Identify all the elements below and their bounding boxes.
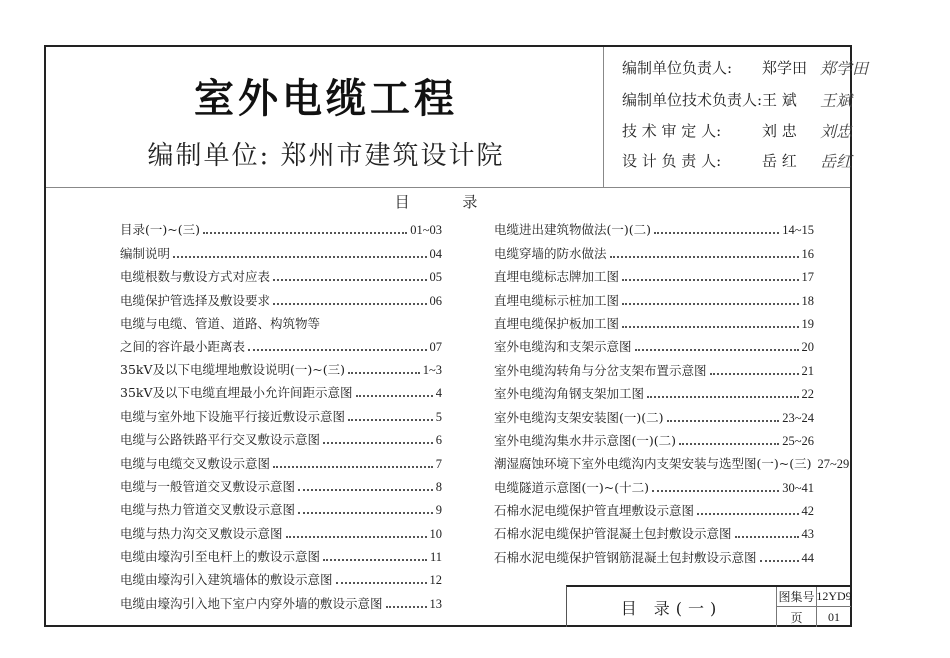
entry-label: 电缆由壕沟引至电杆上的敷设示意图	[120, 549, 321, 565]
entry-label: 电缆与公路铁路平行交叉敷设示意图	[120, 432, 321, 448]
leader-dots	[173, 256, 426, 258]
entry-page: 18	[801, 293, 814, 308]
toc-entry	[494, 262, 814, 285]
leader-dots	[622, 326, 798, 328]
toc-entry	[120, 588, 442, 611]
leader-dots	[286, 536, 427, 538]
role-label: 设 计 负 责 人:	[622, 151, 722, 170]
toc-right-column	[494, 215, 850, 566]
leader-dots	[610, 256, 799, 258]
toc-entry	[494, 355, 814, 378]
signature-box	[603, 47, 869, 187]
entry-label: 直埋电缆标志牌加工图	[494, 269, 620, 285]
entry-label: 室外电缆沟和支架示意图	[494, 339, 632, 355]
toc-entry	[494, 332, 814, 355]
toc-entry	[494, 472, 814, 495]
compiling-unit: 编制单位: 郑州市建筑设计院	[147, 141, 505, 171]
leader-dots	[336, 582, 427, 584]
leader-dots	[248, 349, 426, 351]
handwritten-signature: 刘忠	[820, 121, 853, 141]
entry-label: 电缆与电缆交叉敷设示意图	[120, 455, 271, 471]
handwritten-signature: 郑学田	[820, 58, 869, 78]
entry-page: 07	[429, 339, 442, 354]
role-label: 编制单位负责人:	[622, 58, 733, 77]
leader-dots	[679, 443, 779, 445]
entry-page: 22	[801, 387, 814, 402]
entry-label: 电缆根数与敷设方式对应表	[120, 269, 271, 285]
toc-entry	[120, 472, 442, 495]
leader-dots	[203, 232, 407, 234]
leader-dots	[348, 419, 433, 421]
toc-entry	[120, 425, 442, 448]
entry-page: 12	[429, 573, 442, 588]
signature-row	[622, 87, 852, 111]
entry-label: 石棉水泥电缆保护管钢筋混凝土包封敷设示意图	[494, 549, 757, 565]
entry-page: 17	[801, 270, 814, 285]
title-block	[566, 585, 852, 627]
toc-heading: 目 录	[394, 193, 502, 211]
entry-label: 电缆保护管选择及敷设要求	[120, 292, 271, 308]
toc-entry	[494, 402, 814, 425]
toc-entry	[120, 378, 442, 401]
entry-label: 电缆由壕沟引入建筑墙体的敷设示意图	[120, 572, 333, 588]
entry-label: 电缆与热力沟交叉敷设示意图	[120, 525, 283, 541]
toc-entry	[120, 262, 442, 285]
entry-page: 30~41	[782, 480, 814, 495]
toc-entry	[494, 309, 814, 332]
leader-dots	[622, 303, 798, 305]
sheet-name: 目 录(一)	[567, 587, 777, 627]
leader-dots	[356, 395, 433, 397]
leader-dots	[298, 489, 433, 491]
entry-page: 7	[435, 456, 442, 471]
person-name: 王 斌	[762, 90, 797, 109]
entry-page: 06	[429, 293, 442, 308]
toc-entry	[120, 565, 442, 588]
entry-page: 5	[435, 409, 442, 424]
entry-page: 1~3	[422, 362, 442, 377]
person-name: 刘 忠	[762, 121, 797, 140]
entry-page: 20	[801, 340, 814, 355]
toc-entry	[494, 496, 814, 519]
entry-page: 25~26	[782, 433, 814, 448]
leader-dots	[647, 396, 798, 398]
toc-entry	[120, 215, 442, 238]
entry-label: 电缆与室外地下设施平行接近敷设示意图	[120, 408, 346, 424]
leader-dots	[323, 442, 433, 444]
toc-entry	[120, 309, 442, 355]
atlas-number-label: 图集号	[777, 587, 817, 607]
toc-entry	[120, 495, 442, 518]
entry-page: 8	[435, 479, 442, 494]
toc-entry	[494, 379, 814, 402]
toc-entry	[494, 285, 814, 308]
toc-entry	[120, 448, 442, 471]
toc-entry	[120, 238, 442, 261]
leader-dots	[710, 373, 799, 375]
leader-dots	[622, 279, 798, 281]
entry-label: 室外电缆沟支架安装图(一)(二)	[494, 409, 664, 425]
handwritten-signature: 岳红	[820, 151, 853, 171]
page-label: 页	[777, 607, 817, 627]
entry-page: 01~03	[410, 223, 442, 238]
toc-entry	[494, 426, 814, 449]
leader-dots	[667, 420, 780, 422]
entry-page: 4	[435, 386, 442, 401]
toc-entry	[120, 542, 442, 565]
entry-page: 10	[429, 526, 442, 541]
entry-label: 室外电缆沟集水井示意图(一)(二)	[494, 432, 677, 448]
entry-label: 35kV及以下电缆直埋最小允许间距示意图	[120, 385, 353, 401]
leader-dots	[697, 513, 798, 515]
leader-dots	[735, 536, 799, 538]
toc-entry	[494, 238, 814, 261]
atlas-number: 12YD9	[817, 587, 851, 607]
entry-page: 21	[801, 363, 814, 378]
leader-dots	[273, 303, 426, 305]
leader-dots	[760, 560, 799, 562]
entry-label: 编制说明	[120, 245, 171, 261]
entry-page: 13	[429, 596, 442, 611]
entry-label: 电缆与热力管道交叉敷设示意图	[120, 502, 296, 518]
entry-label: 石棉水泥电缆保护管直埋敷设示意图	[494, 503, 695, 519]
handwritten-signature: 王斌	[820, 90, 853, 110]
entry-page: 42	[801, 504, 814, 519]
entry-page: 27~29	[817, 457, 850, 472]
toc-entry	[494, 519, 814, 542]
entry-label: 石棉水泥电缆保护管混凝土包封敷设示意图	[494, 526, 732, 542]
entry-label: 35kV及以下电缆埋地敷设说明(一)~(三)	[120, 361, 345, 377]
entry-label: 电缆与一般管道交叉敷设示意图	[120, 478, 296, 494]
entry-label: 电缆进出建筑物做法(一)(二)	[494, 222, 652, 238]
entry-page: 14~15	[782, 223, 814, 238]
toc-entry	[120, 518, 442, 541]
entry-page: 04	[429, 246, 442, 261]
entry-page: 44	[801, 550, 814, 565]
signature-row	[622, 118, 852, 142]
entry-label: 电缆隧道示意图(一)~(十二)	[494, 479, 649, 495]
entry-page: 23~24	[782, 410, 814, 425]
entry-label: 直埋电缆保护板加工图	[494, 315, 620, 331]
entry-label: 室外电缆沟转角与分岔支架布置示意图	[494, 362, 707, 378]
entry-label: 电缆由壕沟引入地下室户内穿外墙的敷设示意图	[120, 595, 383, 611]
toc-entry	[494, 449, 850, 472]
entry-label: 电缆与电缆、管道、道路、构筑物等	[120, 315, 321, 331]
entry-label: 电缆穿墙的防水做法	[494, 245, 607, 261]
entry-label: 潮湿腐蚀环境下室外电缆沟内支架安装与选型图(一)~(三)	[494, 456, 812, 472]
entry-page: 6	[435, 433, 442, 448]
signature-row	[622, 148, 852, 172]
toc-entry	[494, 215, 814, 238]
toc-entry	[494, 542, 814, 565]
entry-page: 05	[429, 270, 442, 285]
person-name: 郑学田	[762, 58, 808, 77]
leader-dots	[273, 279, 426, 281]
toc-entry	[120, 355, 442, 378]
person-name: 岳 红	[762, 151, 797, 170]
header	[46, 47, 869, 188]
drawing-frame	[44, 45, 869, 627]
toc-entry	[120, 285, 442, 308]
toc-left-column	[120, 215, 442, 612]
leader-dots	[348, 372, 420, 374]
leader-dots	[635, 349, 799, 351]
entry-page: 11	[429, 550, 442, 565]
leader-dots	[323, 559, 427, 561]
entry-label: 目录(一)~(三)	[120, 222, 200, 238]
entry-label-continued: 之间的容许最小距离表	[120, 338, 246, 354]
document-title: 室外电缆工程	[194, 76, 458, 122]
toc-entry	[120, 401, 442, 424]
entry-page: 19	[801, 316, 814, 331]
entry-label: 室外电缆沟角钢支架加工图	[494, 386, 645, 402]
leader-dots	[654, 232, 779, 234]
page-number: 01	[828, 609, 840, 624]
entry-page: 43	[801, 527, 814, 542]
entry-label: 直埋电缆标示桩加工图	[494, 292, 620, 308]
leader-dots	[298, 512, 433, 514]
role-label: 编制单位技术负责人:	[622, 90, 763, 109]
entry-page: 9	[435, 503, 442, 518]
leader-dots	[273, 466, 433, 468]
entry-page: 16	[801, 246, 814, 261]
leader-dots	[652, 490, 779, 492]
leader-dots	[386, 606, 427, 608]
signature-row	[622, 55, 868, 79]
role-label: 技 术 审 定 人:	[622, 121, 722, 140]
